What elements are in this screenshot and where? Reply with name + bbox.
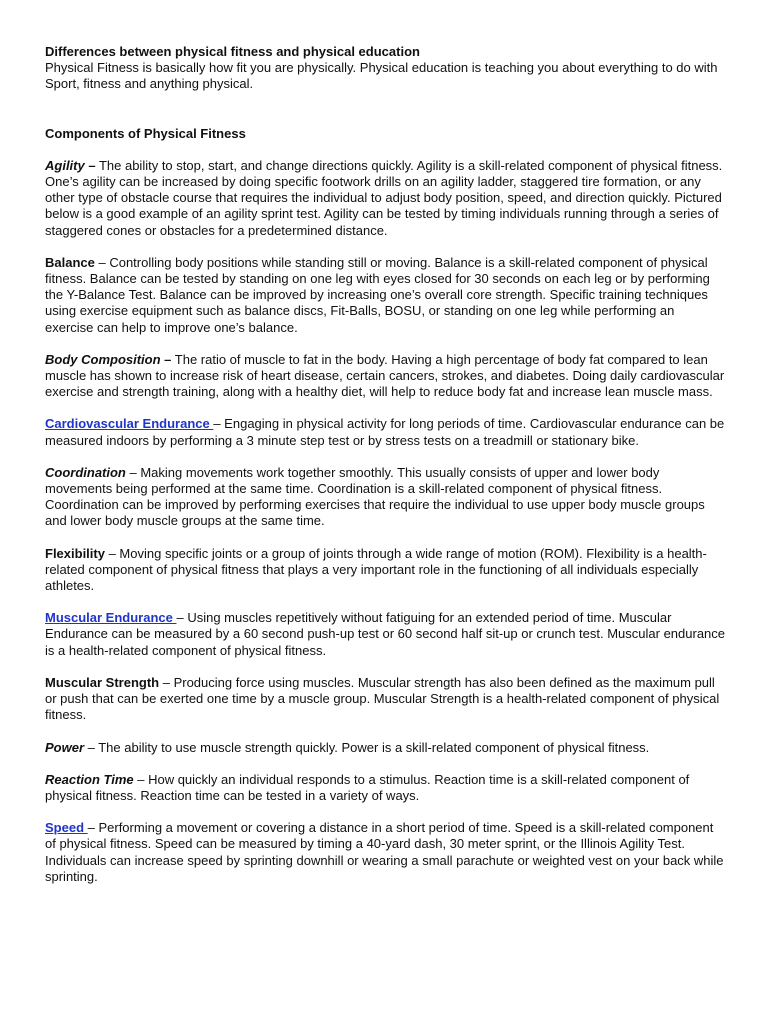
desc-balance: – Controlling body positions while standing still or moving. Balance is a skill-related component of physical fitness. Balance can be tested by standing on one leg with eyes closed for 30 seconds on each leg or by performing the Y-Balance Test. Balance can be improved by increasing one’s overall core strength. Specific training techniques using exercise equipment such as balance discs, Fit-Balls, BOSU, or standing on one leg while performing an exercise can help to improve one’s balance. xyxy=(45,254,710,335)
desc-power: – The ability to use muscle strength quickly. Power is a skill-related component of physical fitness. xyxy=(84,739,650,755)
desc-flexibility: – Moving specific joints or a group of joints through a wide range of motion (ROM). Flexibility is a health-related component of physical fitness that plays a very important role in the functioning of all individuals especially athletes. xyxy=(45,545,707,594)
intro-title: Differences between physical fitness and physical education xyxy=(45,44,420,59)
component-power xyxy=(45,740,725,756)
term-power: Power xyxy=(45,739,85,755)
link-speed[interactable]: Speed xyxy=(45,820,88,836)
intro-text: Physical Fitness is basically how fit you are physically. Physical education is teaching you about everything to do with Sport, fitness and anything physical. xyxy=(45,60,718,92)
component-flexibility xyxy=(45,546,725,595)
term-muscular-strength: Muscular Strength xyxy=(45,674,160,690)
component-balance xyxy=(45,255,725,336)
desc-reaction-time: – How quickly an individual responds to a stimulus. Reaction time is a skill-related component of physical fitness. Reaction time can be tested in a variety of ways. xyxy=(45,771,690,803)
term-agility: Agility – xyxy=(45,157,96,173)
desc-speed: – Performing a movement or covering a distance in a short period of time. Speed is a skill-related component of physical fitness. Speed can be measured by timing a 40-yard dash, 30 meter sprint, or the Illinois Agility Test. Individuals can increase speed by sprinting downhill or wearing a small parachute or weighted vest on your back while sprinting. xyxy=(45,820,724,884)
link-muscular-endurance[interactable]: Muscular Endurance xyxy=(45,610,177,626)
desc-body-composition: The ratio of muscle to fat in the body. Having a high percentage of body fat compared to lean muscle has shown to increase risk of heart disease, certain cancers, strokes, and diabetes. Doing daily cardiovascular exercise and strength training, along with a healthy diet, will help to reduce body fat and increase lean muscle mass. xyxy=(45,351,725,400)
term-flexibility: Flexibility xyxy=(45,545,105,561)
term-reaction-time: Reaction Time xyxy=(45,771,134,787)
term-body-composition: Body Composition – xyxy=(45,351,172,367)
desc-agility: The ability to stop, start, and change directions quickly. Agility is a skill-related component of physical fitness. One’s agility can be increased by doing specific footwork drills on an agility ladder, staggered tire formation, or any other type of obstacle course that requires the individual to adjust body position, speed, and direction quickly. Pictured below is a good example of an agility sprint test. Agility can be tested by timing individuals running through a series of staggered cones or obstacles for a predetermined distance. xyxy=(45,157,723,238)
component-speed xyxy=(45,820,725,885)
desc-muscular-endurance: – Using muscles repetitively without fatiguing for an extended period of time. Muscular Endurance can be measured by a 60 second push-up test or 60 second half sit-up or crunch test. Muscular endurance is a health-related component of physical fitness. xyxy=(45,610,726,658)
component-body-composition xyxy=(45,352,725,401)
desc-cardiovascular-endurance: – Engaging in physical activity for long periods of time. Cardiovascular endurance can be measured indoors by performing a 3 minute step test or by stress tests on a treadmill or stationary bike. xyxy=(45,416,725,448)
component-reaction-time xyxy=(45,772,725,804)
component-muscular-endurance xyxy=(45,610,725,659)
desc-coordination: – Making movements work together smoothly. This usually consists of upper and lower body movements being performed at the same time. Coordination is a skill-related component of physical fitness. Coordination can be improved by performing exercises that require the individual to use upper body muscle groups and lower body muscle groups at the same time. xyxy=(45,464,705,529)
link-cardiovascular-endurance[interactable]: Cardiovascular Endurance xyxy=(45,416,214,432)
term-balance: Balance xyxy=(45,254,95,270)
component-muscular-strength xyxy=(45,675,725,724)
component-coordination xyxy=(45,465,725,530)
desc-muscular-strength: – Producing force using muscles. Muscular strength has also been defined as the maximum pull or push that can be exerted one time by a muscle group. Muscular Strength is a health-related component of physical fitness. xyxy=(45,674,720,723)
components-title: Components of Physical Fitness xyxy=(45,125,246,141)
component-cardiovascular-endurance xyxy=(45,416,725,448)
component-agility xyxy=(45,158,725,239)
document-page xyxy=(45,44,725,885)
term-coordination: Coordination xyxy=(45,464,126,480)
